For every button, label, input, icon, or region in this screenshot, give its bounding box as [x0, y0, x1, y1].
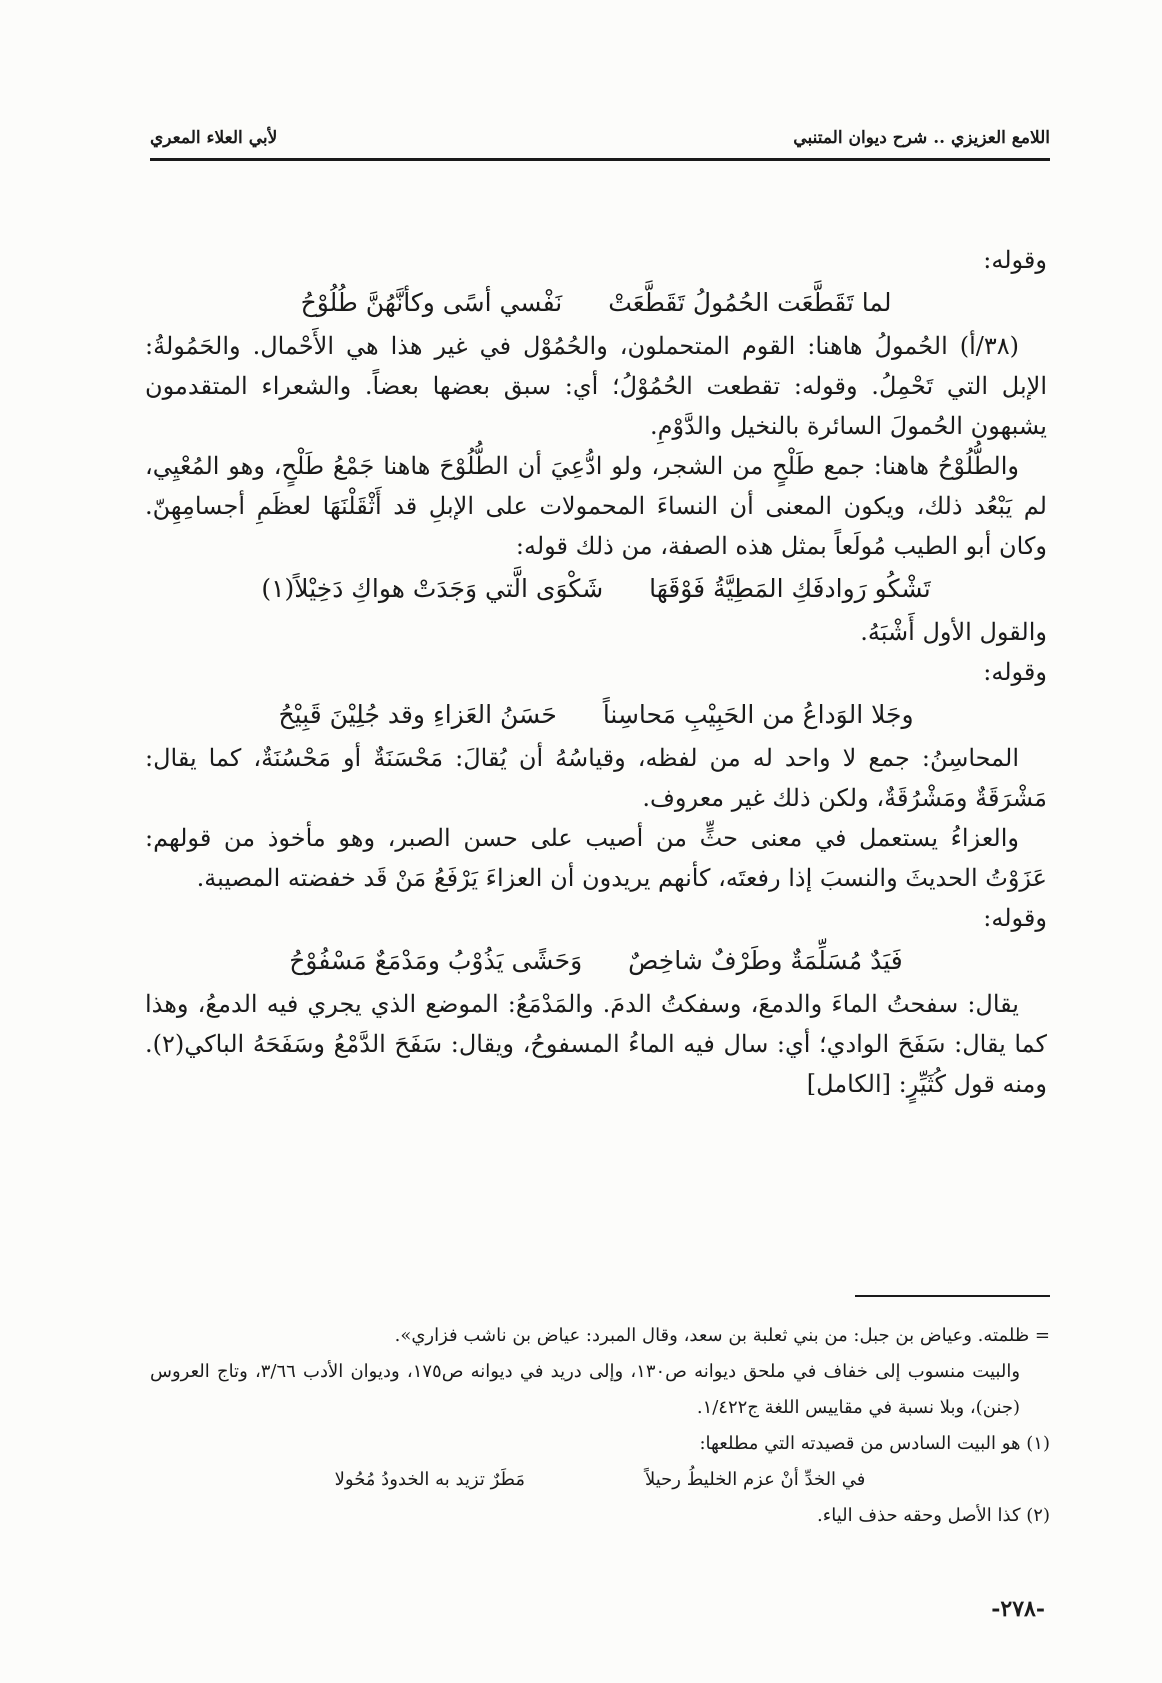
footnote [150, 1426, 1050, 1462]
verse-first-hemistich: وجَلا الوَداعُ من الحَبِيْبِ مَحاسِناً [602, 700, 914, 729]
verse-line [145, 280, 1047, 326]
footnote-separator [855, 1295, 1050, 1297]
footnote-verse-first: في الخدِّ أنْ عزم الخليطُ رحيلاً [645, 1469, 866, 1490]
verse-second-hemistich: حَسَنُ العَزاءِ وقد جُلِيْنَ قَبِيْحُ [278, 700, 557, 729]
author-name: لأبي العلاء المعري [150, 128, 278, 148]
verse-second-hemistich: وَحَشًى يَذُوْبُ ومَدْمَعٌ مَسْفُوْحُ [289, 946, 583, 975]
paragraph: المحاسِنُ: جمع لا واحد له من لفظه، وقياسُهُ أن يُقالَ: مَحْسَنَةٌ أو مَحْسُنَةٌ، كما يقال: مَشْرَقَةٌ ومَشْرُقَةٌ، ولكن ذلك غير معروف. [145, 744, 1047, 812]
paragraph: يقال: سفحتُ الماءَ والدمعَ، وسفكتُ الدمَ. والمَدْمَعُ: الموضع الذي يجري فيه الدمعُ، وهذا كما يقال: سَفَحَ الوادي؛ أي: سال فيه الماءُ المسفوحُ، ويقال: سَفَحَ الدَّمْعُ وسَفَحَهُ الباكي(٢). ومنه قول كُثَيِّرٍ: [الكامل] [145, 990, 1047, 1098]
paragraph: (٣٨/أ) الحُمولُ هاهنا: القوم المتحملون، والحُمُوْل في غير هذا هي الأَحْمال. والحَمُولةُ: الإبل التي تَحْمِلُ. وقوله: تقطعت الحُمُوْلُ؛ أي: سبق بعضها بعضاً. والشعراء المتقدمون يشبهون الحُمولَ السائرة بالنخيل والدَّوْمِ. [145, 332, 1047, 440]
footnotes [150, 1318, 1050, 1534]
intro-line: وقوله: [983, 904, 1047, 932]
footnote-marker: (١) [1026, 1433, 1050, 1454]
verse-first-hemistich: لما تَقَطَّعَت الحُمُولُ تَقَطَّعَتْ [608, 288, 892, 317]
footnote [150, 1498, 1050, 1534]
footnote-text: والبيت منسوب إلى خفاف في ملحق ديوانه ص١٣٠، وإلى دريد في ديوانه ص١٧٥، وديوان الأدب ٣/٦٦، وتاج العروس (جنن)، وبلا نسبة في مقاييس اللغة ج١/٤٢٢. [150, 1361, 1021, 1418]
footnote [150, 1318, 1050, 1354]
page-number: -٢٧٨- [991, 1596, 1045, 1622]
footnote-marker: (٢) [1026, 1505, 1050, 1526]
verse-second-hemistich: شَكْوَى الَّتي وَجَدَتْ هواكِ دَخِيْلاً(١) [261, 574, 604, 603]
verse-first-hemistich: فَيَدٌ مُسَلِّمَةٌ وطَرْفٌ شاخِصٌ [628, 946, 903, 975]
intro-line: والقول الأول أَشْبَهُ. [860, 618, 1047, 646]
paragraph: والعزاءُ يستعمل في معنى حثٍّ من أصيب على حسن الصبر، وهو مأخوذ من قولهم: عَزَوْتُ الحديثَ والنسبَ إذا رفعتَه، كأنهم يريدون أن العزاءَ يَرْفَعُ مَنْ قَد خفضته المصيبة. [145, 824, 1047, 892]
intro-line: وقوله: [983, 658, 1047, 686]
running-header [150, 128, 1050, 161]
footnote-text: هو البيت السادس من قصيدته التي مطلعها: [699, 1433, 1021, 1454]
main-text [145, 240, 1047, 1104]
book-title: اللامع العزيزي .. شرح ديوان المتنبي [793, 128, 1050, 148]
footnote-marker: = [1034, 1325, 1050, 1346]
paragraph: والطُّلُوْحُ هاهنا: جمع طَلْحٍ من الشجر، ولو ادُّعِيَ أن الطُّلُوْحَ هاهنا جَمْعُ طَلْحٍ، وهو المُعْيِي، لم يَبْعُد ذلك، ويكون المعنى أن النساءَ المحمولات على الإبلِ قد أَثْقَلْنَهَا لعظَمِ أجسامِهِنّ. وكان أبو الطيب مُولَعاً بمثل هذه الصفة، من ذلك قوله: [145, 452, 1047, 560]
footnote-text: كذا الأصل وحقه حذف الياء. [817, 1505, 1021, 1526]
verse-second-hemistich: نَفْسي أسًى وكأنَّهُنَّ طُلُوْحُ [300, 288, 563, 317]
footnote-verse-second: مَطَرٌ تزيد به الخدودُ مُحُولا [334, 1469, 525, 1490]
verse-first-hemistich: تَشْكُو رَوادفَكِ المَطِيَّةُ فَوْقَهَا [649, 574, 931, 603]
verse-line [145, 692, 1047, 738]
intro-line: وقوله: [983, 246, 1047, 274]
verse-line [145, 938, 1047, 984]
footnote [150, 1354, 1050, 1426]
footnote-text: ظلمته. وعياض بن جبل: من بني ثعلبة بن سعد، وقال المبرد: عياض بن ناشب فزاري». [394, 1325, 1030, 1346]
verse-line [145, 566, 1047, 612]
footnote-verse [150, 1462, 1050, 1498]
